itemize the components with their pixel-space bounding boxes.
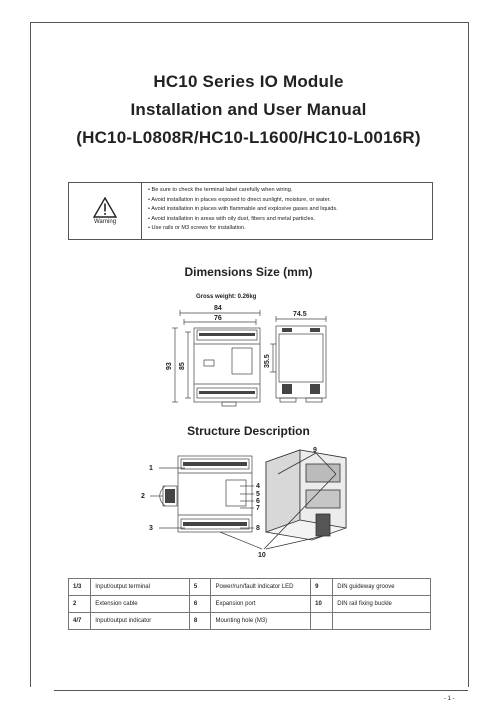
part-description: Input/output terminal <box>91 579 190 596</box>
part-description <box>333 613 431 630</box>
warning-label: Warning <box>93 219 117 225</box>
dim-height-85: 85 <box>179 362 186 370</box>
part-number: 1/3 <box>69 579 91 596</box>
callout-3: 3 <box>149 525 153 532</box>
warning-item: • Be sure to check the terminal label carefully when wiring. <box>148 186 338 196</box>
callout-7: 7 <box>256 505 260 512</box>
structure-3d-drawing <box>264 450 346 549</box>
part-description: Input/output indicator <box>91 613 190 630</box>
part-description: Extension cable <box>91 596 190 613</box>
part-number: 2 <box>69 596 91 613</box>
warning-item: • Use rails or M3 screws for installation. <box>148 224 338 234</box>
parts-table <box>68 578 431 630</box>
part-description: DIN guideway groove <box>333 579 431 596</box>
part-number: 9 <box>311 579 333 596</box>
dim-height-93: 93 <box>166 362 173 370</box>
side-view-vents <box>282 328 320 394</box>
part-description: DIN rail fixing buckle <box>333 596 431 613</box>
warning-item: • Avoid installation in areas with oily dust, fibers and metal particles. <box>148 215 338 225</box>
callout-5: 5 <box>256 491 260 498</box>
callout-1: 1 <box>149 465 153 472</box>
table-row <box>69 613 431 630</box>
part-number: 10 <box>311 596 333 613</box>
gross-weight: Gross weight: 0.26kg <box>196 294 257 300</box>
callout-8: 8 <box>256 525 260 532</box>
callout-6: 6 <box>256 498 260 505</box>
front-view-terminals <box>199 333 255 394</box>
part-description: Expansion port <box>211 596 311 613</box>
part-description: Mounting hole (M3) <box>211 613 311 630</box>
callout-4: 4 <box>256 483 260 490</box>
warning-item: • Avoid installation in places exposed to direct sunlight, moisture, or water. <box>148 196 338 206</box>
page-number: - 1 - <box>444 696 455 702</box>
title-line-1: HC10 Series IO Module <box>153 72 344 91</box>
dim-depth-74-5: 74.5 <box>293 311 307 318</box>
part-number: 4/7 <box>69 613 91 630</box>
callout-9: 9 <box>313 447 317 454</box>
table-row <box>69 579 431 596</box>
dim-depth-35-5: 35.5 <box>264 354 271 368</box>
part-number: 6 <box>189 596 211 613</box>
table-row <box>69 596 431 613</box>
callout-10: 10 <box>258 552 266 559</box>
part-description: Power/run/fault indicator LED <box>211 579 311 596</box>
part-number: 5 <box>189 579 211 596</box>
warning-item: • Avoid installation in places with flammable and explosive gases and liquids. <box>148 205 338 215</box>
dim-width-84: 84 <box>214 305 222 312</box>
footer-divider <box>54 690 468 691</box>
callout-2: 2 <box>141 493 145 500</box>
part-number <box>311 613 333 630</box>
dim-width-76: 76 <box>214 315 222 322</box>
part-number: 8 <box>189 613 211 630</box>
structure-title: Structure Description <box>187 424 310 438</box>
title-line-2: Installation and User Manual <box>130 100 367 119</box>
dimensions-title: Dimensions Size (mm) <box>184 265 313 279</box>
title-line-3: (HC10-L0808R/HC10-L1600/HC10-L0016R) <box>76 128 421 147</box>
